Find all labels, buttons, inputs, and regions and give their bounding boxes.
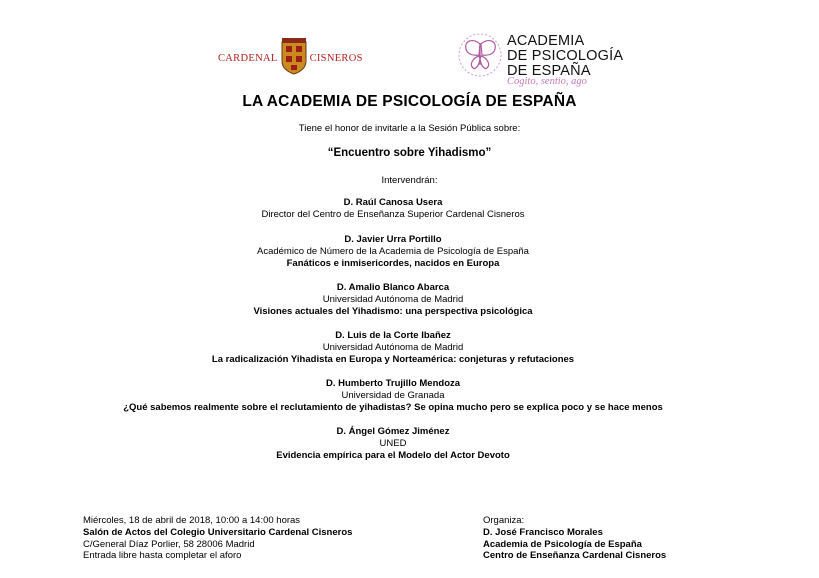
event-title: “Encuentro sobre Yihadismo” (327, 147, 492, 159)
speaker-block (0, 426, 786, 461)
speaker-name: D. Ángel Gómez Jiménez (336, 426, 450, 437)
logo-line-3: DE ESPAÑA (507, 63, 591, 79)
speaker-talk: La radicalización Yihadista en Europa y Norteamérica: conjeturas y refutaciones (211, 353, 575, 365)
speaker-block (0, 330, 786, 365)
organizer-details (483, 515, 666, 562)
invite-text: Tiene el honor de invitarle a la Sesión Pública sobre: (298, 123, 521, 134)
speaker-name: D. Raúl Canosa Usera (343, 197, 443, 208)
speaker-talk: Fanáticos e inmisericordes, nacidos en Europa (286, 257, 500, 269)
speaker-block (0, 378, 786, 413)
event-address: C/General Díaz Porlier, 58 28006 Madrid (83, 538, 255, 550)
page-title: LA ACADEMIA DE PSICOLOGÍA DE ESPAÑA (242, 93, 577, 110)
event-details (83, 515, 352, 562)
butterfly-icon (456, 32, 504, 83)
organizer-label: Organiza: (483, 515, 525, 526)
speaker-block (0, 234, 786, 269)
speakers-heading: Intervendrán: (381, 175, 438, 186)
speaker-name: D. Amalio Blanco Abarca (336, 282, 450, 293)
logo-word-right: CISNEROS (309, 52, 363, 64)
event-date: Miércoles, 18 de abril de 2018, 10:00 a 14:00 horas (83, 515, 301, 526)
speaker-block (0, 282, 786, 317)
logo-line-1: ACADEMIA (507, 33, 585, 49)
speaker-affiliation: Universidad Autónoma de Madrid (322, 341, 464, 353)
event-entry: Entrada libre hasta completar el aforo (83, 550, 242, 562)
speaker-talk: Visiones actuales del Yihadismo: una perspectiva psicológica (253, 305, 533, 317)
speaker-affiliation: Universidad de Granada (341, 389, 445, 401)
logo-line-2: DE PSICOLOGÍA (507, 48, 624, 64)
academia-logo (456, 30, 626, 86)
speaker-talk: Evidencia empírica para el Modelo del Actor Devoto (276, 449, 510, 461)
speaker-name: D. Javier Urra Portillo (344, 234, 442, 245)
event-venue: Salón de Actos del Colegio Universitario Cardenal Cisneros (83, 526, 353, 538)
speaker-affiliation: Director del Centro de Enseñanza Superior Cardenal Cisneros (261, 208, 525, 220)
cardenal-cisneros-logo (218, 36, 363, 80)
speaker-block (0, 197, 786, 221)
speaker-affiliation: Universidad Autónoma de Madrid (322, 293, 464, 305)
speaker-name: D. Humberto Trujillo Mendoza (325, 378, 461, 389)
speaker-talk: ¿Qué sabemos realmente sobre el reclutamiento de yihadistas? Se opina mucho pero se explica poco y se hace menos (123, 401, 663, 413)
coat-of-arms-icon (281, 37, 307, 80)
logo-word-left: CARDENAL (218, 52, 278, 64)
logo-motto: Cogito, sentio, ago (507, 76, 587, 87)
organizer-name: D. José Francisco Morales (483, 526, 603, 538)
speaker-affiliation: UNED (379, 437, 407, 449)
organizer-org-2: Centro de Enseñanza Cardenal Cisneros (483, 550, 667, 562)
speaker-name: D. Luis de la Corte Ibañez (335, 330, 451, 341)
speaker-affiliation: Académico de Número de la Academia de Psicología de España (257, 245, 529, 257)
organizer-org-1: Academia de Psicología de España (483, 538, 642, 550)
